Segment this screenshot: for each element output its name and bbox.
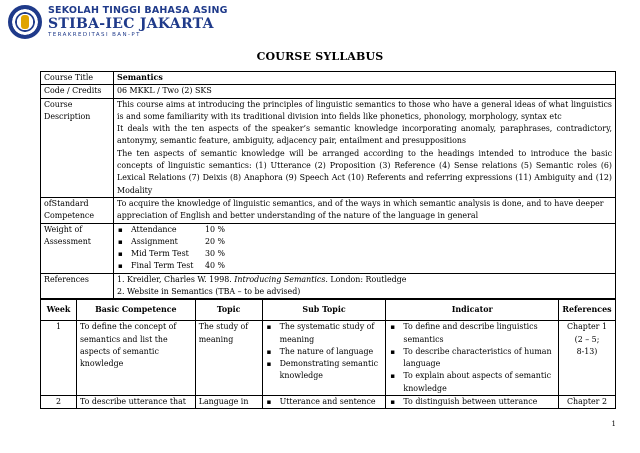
weekly-header-row	[41, 300, 616, 321]
references-row	[41, 273, 616, 299]
basic-competence: To describe utterance that	[76, 396, 195, 409]
assessment-list	[117, 224, 612, 273]
subtopic-item: ▪ The systematic study of meaning	[266, 321, 383, 346]
reference-item-2: 2. Website in Semantics (TBA – to be advised)	[117, 287, 301, 297]
table-row	[41, 321, 616, 396]
col-header-week: Week	[41, 300, 77, 321]
description-row	[41, 98, 616, 197]
col-header-subtopic: Sub Topic	[262, 300, 386, 321]
accreditation-line: TERAKREDITASI BAN-PT	[48, 31, 141, 38]
assessment-label-line2: Assessment	[44, 236, 91, 246]
code-label: Code / Credits	[41, 85, 114, 98]
reference-cell	[558, 321, 615, 396]
description-label-line1: Course	[44, 99, 73, 109]
table-row	[41, 396, 616, 409]
assessment-item	[117, 260, 612, 272]
page-number: 1	[611, 420, 616, 428]
description-paragraph-3: The ten aspects of semantic knowledge will be arranged according to the headings intended to introduce the basic concepts of linguistic semantics: (1) Utterance (2) Proposition (3) Reference (4) Sense relations (5) Semantic roles (6) Lexical Relations (7) Deixis (8) Anaphora (9) Speech Act (10) Referents and referring expressions (11) Ambiguity and (12) Modality	[117, 148, 612, 195]
course-title-row	[41, 72, 616, 85]
assessment-value	[114, 223, 616, 273]
description-paragraph-1: This course aims at introducing the principles of linguistic semantics to those who have a general ideas of what linguistics is and some familiarity with its traditional division into fields like phonetics, phonology, morphology, syntax etc	[117, 99, 612, 121]
assessment-item	[117, 236, 612, 248]
assessment-percent: 40 %	[205, 261, 226, 271]
col-header-indicator: Indicator	[386, 300, 559, 321]
weekly-plan-table	[40, 299, 616, 409]
col-header-references: References	[558, 300, 615, 321]
indicator-item: ▪ To explain about aspects of semantic knowledge	[389, 370, 555, 395]
indicator-item: ▪ To define and describe linguistics semantics	[389, 321, 555, 346]
references-label: References	[41, 273, 114, 299]
week-number: 2	[41, 396, 77, 409]
reference-cell	[558, 396, 615, 409]
subtopic-item: ▪ Utterance and sentence	[266, 396, 383, 408]
assessment-name: Attendance	[131, 224, 177, 234]
indicator-cell	[386, 396, 559, 409]
indicator-list	[389, 321, 555, 395]
indicator-item: ▪ To distinguish between utterance	[389, 396, 555, 408]
assessment-percent: 20 %	[205, 236, 226, 246]
description-label-line2: Description	[44, 111, 91, 121]
subtopic-item: ▪ The nature of language	[266, 346, 383, 358]
institution-header	[8, 4, 248, 40]
institution-logo	[8, 5, 42, 39]
course-title-label: Course Title	[41, 72, 114, 85]
col-header-topic: Topic	[195, 300, 262, 321]
reference-pages: (2 – 5;	[574, 334, 600, 344]
assessment-name: Final Term Test	[131, 261, 194, 271]
assessment-name: Assignment	[131, 236, 178, 246]
page-title: COURSE SYLLABUS	[256, 50, 384, 63]
competence-label	[41, 197, 114, 223]
institution-name-line1: SEKOLAH TINGGI BAHASA ASING	[48, 5, 228, 16]
assessment-label	[41, 223, 114, 273]
description-paragraph-2: It deals with the ten aspects of the speaker’s semantic knowledge incorporating anomaly, paraphrases, contradictory, antonymy, semantic feature, ambiguity, adjacency pair, entailment and presuppositions	[117, 124, 612, 146]
assessment-percent: 10 %	[205, 224, 226, 234]
reference-1-author: 1. Kreidler, Charles W. 1998.	[117, 274, 235, 284]
reference-item-1	[117, 274, 612, 286]
references-value	[114, 273, 616, 299]
reference-pages: 8-13)	[576, 346, 598, 356]
week-number: 1	[41, 321, 77, 396]
reference-chapter: Chapter 1	[566, 322, 607, 332]
subtopic-cell	[262, 396, 386, 409]
competence-label-line2: Competence	[44, 211, 95, 221]
assessment-percent: 30 %	[205, 249, 226, 259]
subtopic-list	[266, 321, 383, 382]
assessment-item	[117, 248, 612, 260]
col-header-competence: Basic Competence	[76, 300, 195, 321]
indicator-list	[389, 396, 555, 408]
subtopic-list	[266, 396, 383, 408]
institution-name-line2: STIBA-IEC JAKARTA	[48, 15, 214, 32]
institution-name	[48, 6, 228, 38]
indicator-cell	[386, 321, 559, 396]
subtopic-cell	[262, 321, 386, 396]
topic: The study of meaning	[195, 321, 262, 396]
assessment-label-line1: Weight of	[44, 224, 83, 234]
subtopic-item: ▪ Demonstrating semantic knowledge	[266, 358, 383, 383]
competence-value: To acquire the knowledge of linguistic semantics, and of the ways in which semantic analysis is done, and to have deeper appreciation of English and better understanding of the nature of the language in general	[114, 197, 616, 223]
basic-competence: To define the concept of semantics and list the aspects of semantic knowledge	[76, 321, 195, 396]
reference-1-book-title: Introducing Semantics	[234, 274, 326, 284]
reference-chapter: Chapter 2	[566, 397, 607, 407]
assessment-name: Mid Term Test	[131, 249, 189, 259]
assessment-row	[41, 223, 616, 273]
description-label	[41, 98, 114, 197]
course-title-value: Semantics	[114, 72, 616, 85]
code-row	[41, 85, 616, 98]
topic: Language in	[195, 396, 262, 409]
reference-1-publisher: . London: Routledge	[325, 274, 407, 284]
description-value	[114, 98, 616, 197]
indicator-item: ▪ To describe characteristics of human language	[389, 346, 555, 371]
competence-label-line1: ofStandard	[44, 198, 89, 208]
course-info-table	[40, 71, 616, 299]
competence-row	[41, 197, 616, 223]
assessment-item	[117, 224, 612, 236]
code-value: 06 MKKL / Two (2) SKS	[114, 85, 616, 98]
